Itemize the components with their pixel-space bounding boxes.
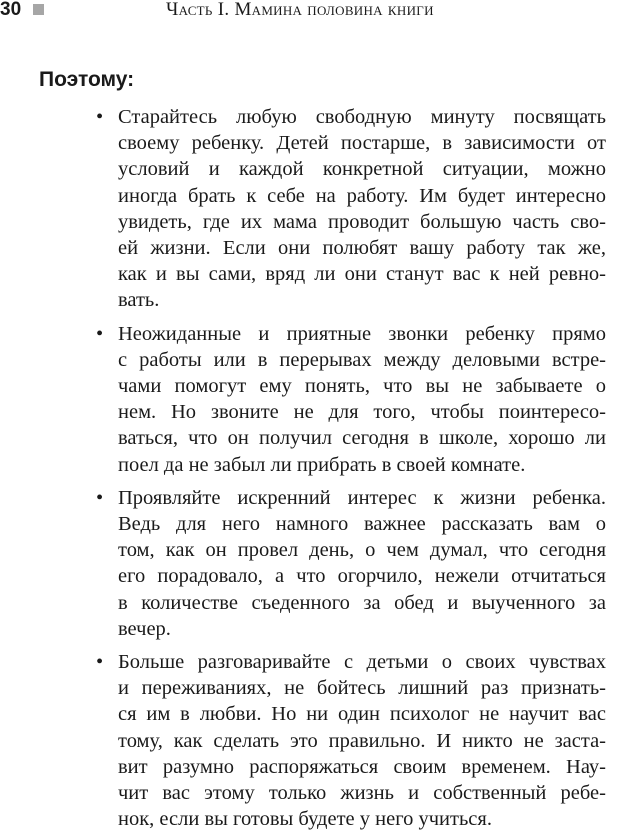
- bullet-icon: •: [96, 486, 104, 509]
- text-line: ей жизни. Если они полюбят вашу работу так же,: [118, 237, 606, 260]
- text-line: нем. Но звоните не для того, чтобы поинтересо-: [118, 401, 606, 424]
- page-header: [0, 0, 620, 28]
- bullet-list: [96, 104, 606, 839]
- bullet-item: [96, 321, 606, 478]
- text-line: как и вы сами, вряд ли они станут вас к ней ревно-: [118, 263, 606, 286]
- text-line: поел да не забыл ли прибрать в своей комнате.: [118, 453, 526, 476]
- text-line: вит разумно распоряжаться своим временем. Нау-: [118, 755, 606, 778]
- text-line: тому, как сделать это правильно. И никто не заста-: [118, 729, 606, 752]
- text-line: ваться, что он получил сегодня в школе, хорошо ли: [118, 427, 606, 450]
- running-title: Часть I. Мамина половина книги: [166, 0, 434, 20]
- text-line: ся им в любви. Но ни один психолог не научит вас: [118, 703, 606, 726]
- text-line: чит вас этому только жизнь и собственный ребе-: [118, 782, 606, 805]
- text-line: Больше разговаривайте с детьми о своих чувствах: [118, 651, 606, 674]
- text-line: его порадовало, а что огорчило, нежели отчитаться: [118, 565, 606, 588]
- page-number: 30: [0, 0, 22, 20]
- text-line: вечер.: [118, 617, 171, 640]
- square-icon: [33, 4, 44, 15]
- text-line: вать.: [118, 289, 160, 312]
- bullet-item: [96, 104, 606, 314]
- section-heading: Поэтому:: [39, 68, 135, 91]
- text-line: Неожиданные и приятные звонки ребенку прямо: [118, 322, 606, 345]
- text-line: нок, если вы готовы будете у него учиться.: [118, 808, 492, 831]
- text-line: иногда брать к себе на работу. Им будет интересно: [118, 184, 606, 207]
- text-line: Ведь для него намного важнее рассказать вам о: [118, 513, 606, 536]
- text-line: с работы или в перерывах между деловыми встре-: [118, 348, 606, 371]
- text-line: своему ребенку. Детей постарше, в зависимости от: [118, 132, 606, 155]
- bullet-item: [96, 485, 606, 642]
- bullet-icon: •: [96, 651, 104, 674]
- text-line: в количестве съеденного за обед и выученного за: [118, 591, 606, 614]
- text-line: чами помогут ему понять, что вы не забываете о: [118, 375, 606, 398]
- bullet-item: [96, 649, 606, 832]
- text-line: увидеть, где их мама проводит большую часть сво-: [118, 210, 606, 233]
- text-line: и переживаниях, не бойтесь лишний раз признать-: [118, 677, 606, 700]
- text-line: Проявляйте искренний интерес к жизни ребенка.: [118, 486, 606, 509]
- bullet-icon: •: [96, 322, 104, 345]
- text-line: условий и каждой конкретной ситуации, можно: [118, 158, 606, 181]
- text-line: том, как он провел день, о чем думал, что сегодня: [118, 539, 606, 562]
- text-line: Старайтесь любую свободную минуту посвящать: [118, 106, 606, 128]
- bullet-icon: •: [96, 106, 104, 128]
